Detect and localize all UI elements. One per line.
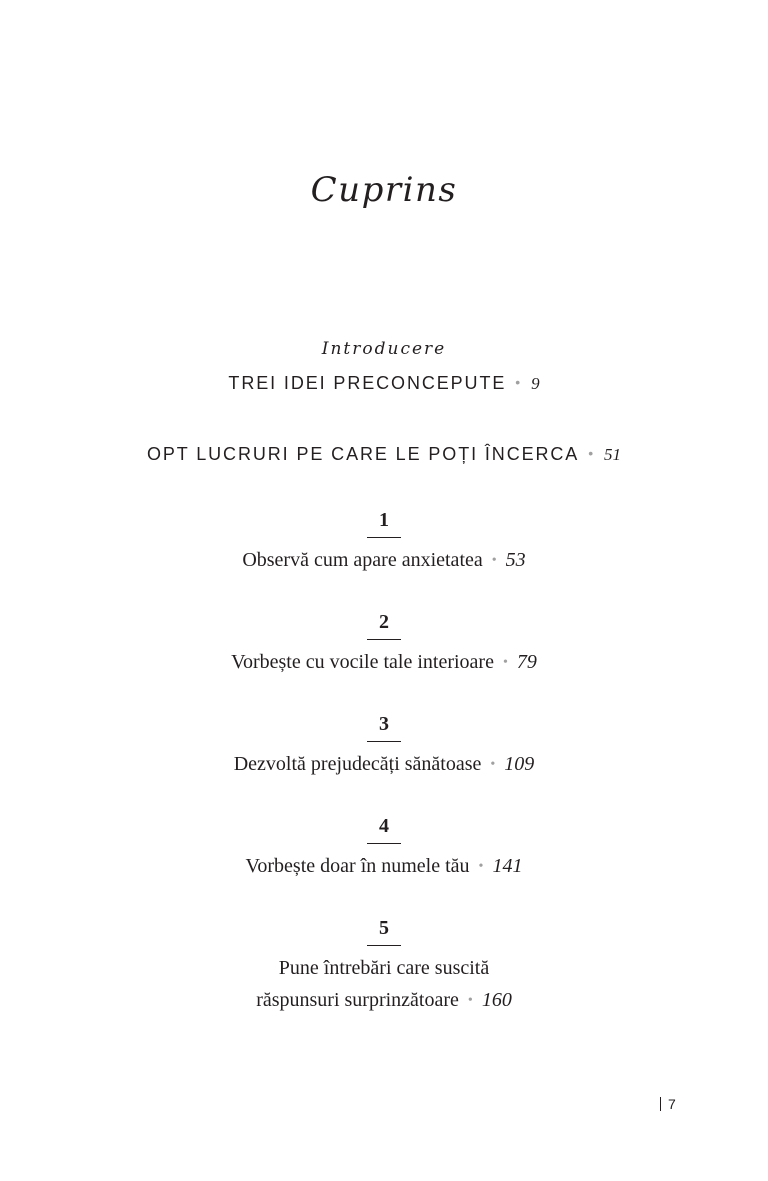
- toc-entry-title: OPT LUCRURI PE CARE LE POȚI ÎNCERCA: [146, 444, 580, 464]
- chapter-number: 3: [379, 713, 389, 735]
- bullet-separator: •: [588, 445, 596, 461]
- bullet-separator: •: [515, 374, 523, 390]
- toc-entry-page: 160: [481, 989, 512, 1011]
- toc-entry-chapter-3[interactable]: [0, 749, 768, 782]
- toc-entry-page: 141: [492, 855, 523, 877]
- bullet-separator: •: [490, 757, 496, 772]
- toc-entry-chapter-1[interactable]: [0, 545, 768, 578]
- chapter-number-rule: [367, 843, 401, 844]
- page-number: 7: [668, 1096, 676, 1112]
- toc-entry-chapter-5-line-1[interactable]: [0, 953, 768, 983]
- toc-entry-title: Vorbește cu vocile tale interioare: [231, 651, 494, 673]
- toc-entry-page: 109: [504, 753, 535, 775]
- toc-entry-title: TREI IDEI PRECONCEPUTE: [228, 373, 507, 393]
- toc-entry-title: Observă cum apare anxietatea: [242, 549, 483, 571]
- toc-entry-title: răspunsuri surprinzătoare: [256, 989, 459, 1011]
- bullet-separator: •: [467, 993, 473, 1008]
- toc-entry-title: Pune întrebări care suscită: [278, 957, 490, 979]
- toc-entry-page: 53: [505, 549, 526, 571]
- chapter-number: 1: [379, 509, 389, 531]
- toc-entry-page: 9: [531, 374, 540, 393]
- chapter-number: 2: [379, 611, 389, 633]
- toc-entry-page: 51: [604, 445, 622, 464]
- bullet-separator: •: [478, 859, 484, 874]
- chapter-number-rule: [367, 741, 401, 742]
- bullet-separator: •: [502, 655, 508, 670]
- page-title: Cuprins: [310, 170, 458, 210]
- toc-entry-page: 79: [516, 651, 537, 673]
- toc-entry-part[interactable]: [0, 440, 768, 469]
- toc-entry-title: Vorbește doar în numele tău: [245, 855, 470, 877]
- toc-entry-introduction[interactable]: [0, 369, 768, 398]
- toc-entry-title: Dezvoltă prejudecăți sănătoase: [233, 753, 482, 775]
- toc-entry-chapter-4[interactable]: [0, 851, 768, 884]
- footer-divider: [660, 1097, 661, 1111]
- chapter-number: 5: [379, 917, 389, 939]
- page-footer: [660, 1094, 676, 1114]
- chapter-number: 4: [379, 815, 389, 837]
- chapter-number-rule: [367, 537, 401, 538]
- toc-entry-chapter-5-line-2[interactable]: [0, 985, 768, 1018]
- bullet-separator: •: [491, 553, 497, 568]
- chapter-number-rule: [367, 945, 401, 946]
- chapter-number-rule: [367, 639, 401, 640]
- toc-entry-chapter-2[interactable]: [0, 647, 768, 680]
- introduction-label: Introducere: [321, 339, 447, 359]
